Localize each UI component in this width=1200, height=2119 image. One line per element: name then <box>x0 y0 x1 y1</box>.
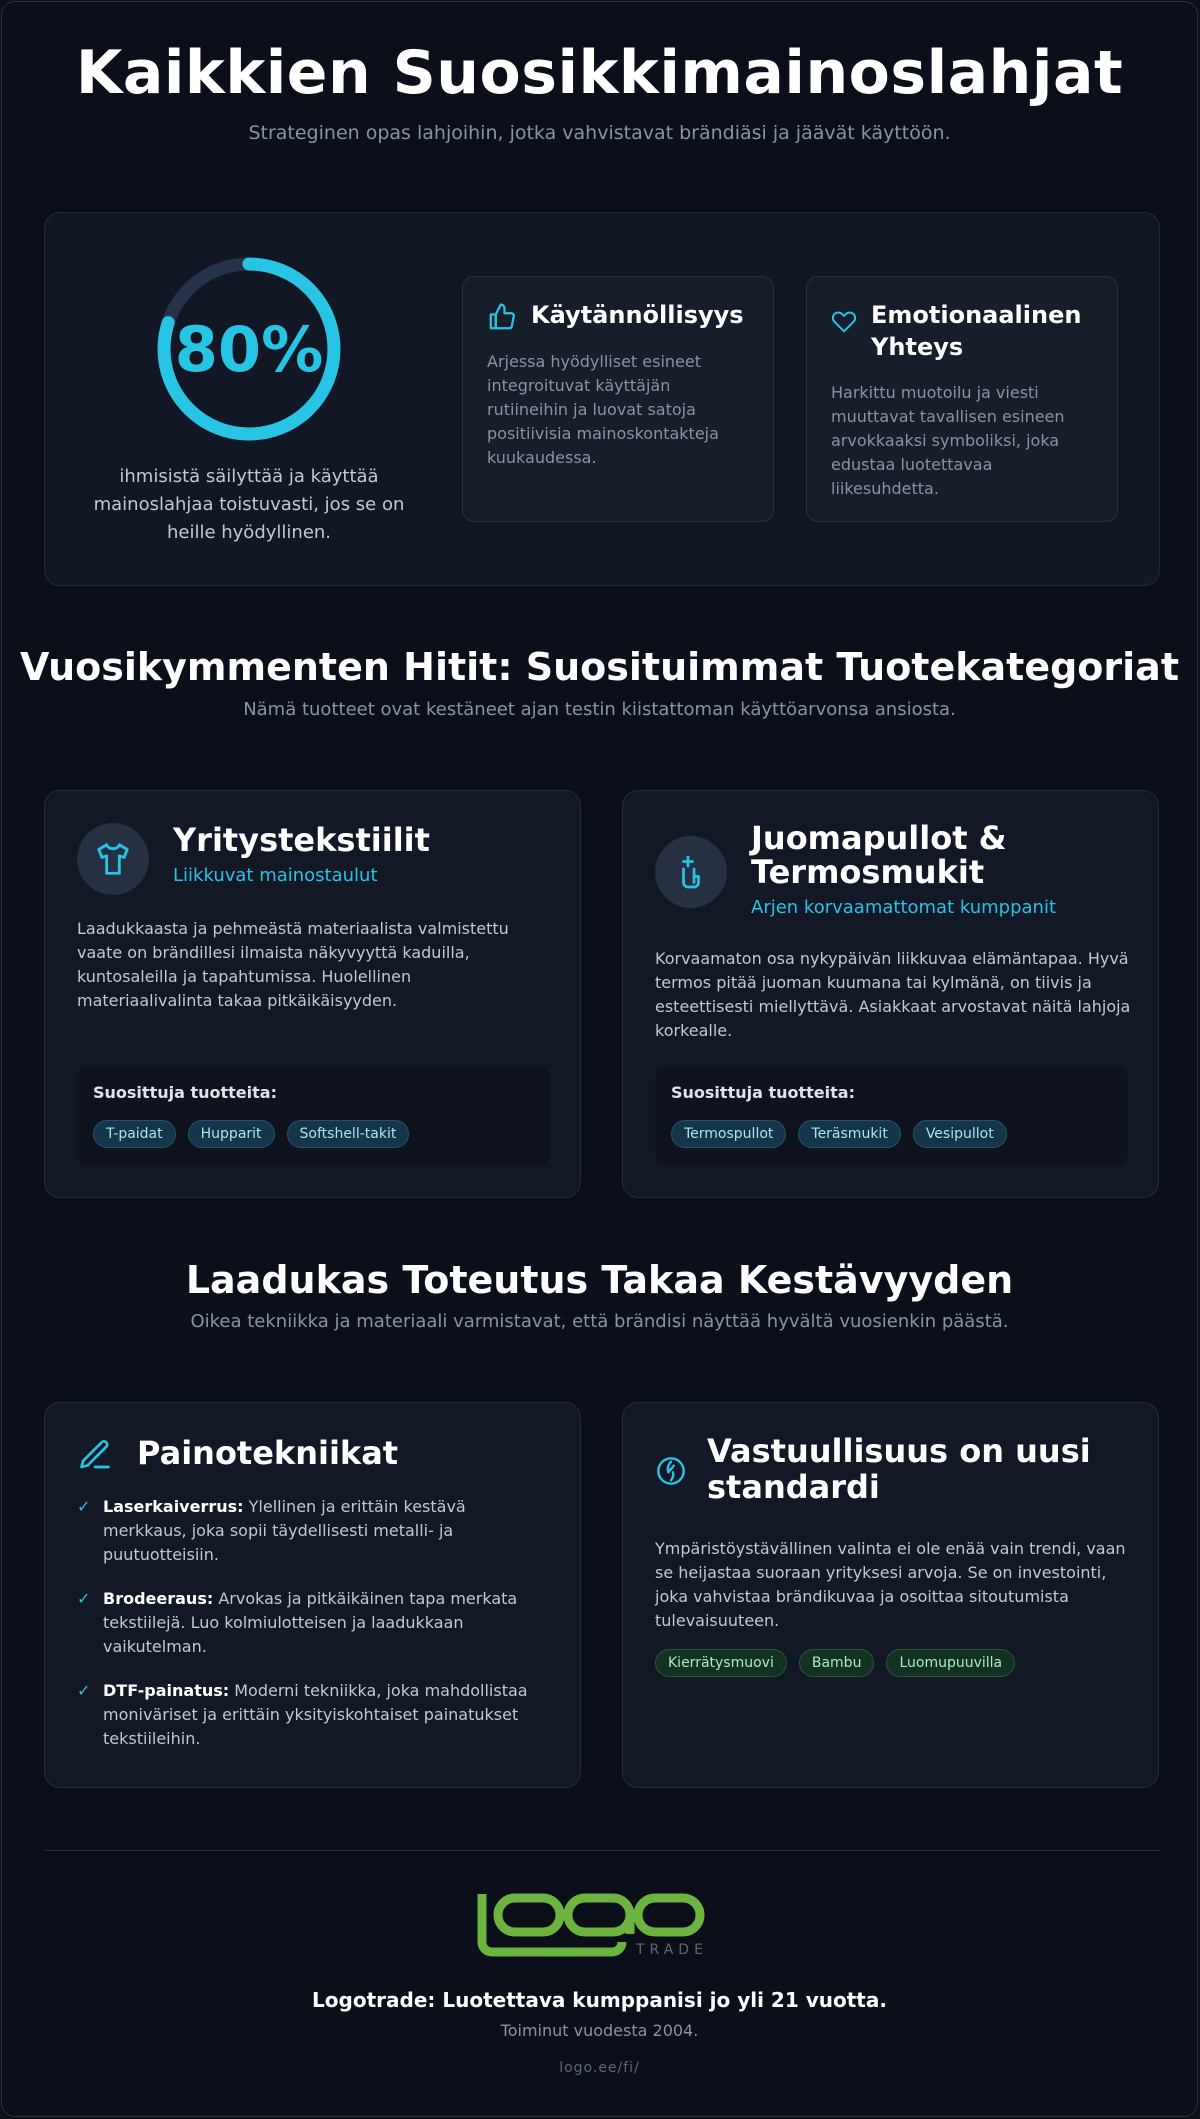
category-title: Juomapullot & Termosmukit <box>751 819 1007 891</box>
feature-card-practicality <box>462 276 774 522</box>
section-subtitle-categories: Nämä tuotteet ovat kestäneet ajan testin kiistattoman käyttöarvonsa ansiosta. <box>243 699 956 720</box>
feature-body: Harkittu muotoilu ja viesti muuttavat tavallisen esineen arvokkaaksi symboliksi, joka edustaa luotettavaa liikesuhdetta. <box>831 383 1065 498</box>
technique-item <box>77 1587 547 1659</box>
tshirt-icon <box>94 840 132 878</box>
category-card-bottles <box>622 790 1159 1198</box>
products-box <box>655 1067 1128 1165</box>
logo-subtext: TRADE <box>636 1942 708 1958</box>
bottle-icon <box>673 854 709 890</box>
technique-text: Ylellinen ja erittäin kestävä merkkaus, joka sopii täydellisesti metalli- ja puutuotteisiin. <box>103 1497 466 1564</box>
check-icon: ✓ <box>77 1589 91 1608</box>
heart-icon <box>831 308 857 334</box>
thumbs-up-icon <box>487 302 517 332</box>
product-tag: Termospullot <box>671 1120 786 1148</box>
products-label: Suosittuja tuotteita: <box>93 1083 277 1102</box>
section-subtitle-quality: Oikea tekniikka ja materiaali varmistavat, että brändisi näyttää hyvältä vuosienkin päästä. <box>190 1311 1009 1332</box>
category-icon-wrap <box>655 836 727 908</box>
feature-title: Käytännöllisyys <box>531 301 744 329</box>
category-title: Yritystekstiilit <box>173 821 430 859</box>
technique-name: Brodeeraus: <box>103 1589 214 1608</box>
product-tag: Softshell-takit <box>287 1120 410 1148</box>
section-title-categories: Vuosikymmenten Hitit: Suosituimmat Tuotekategoriat <box>20 645 1179 689</box>
sustainability-title: Vastuullisuus on uusi standardi <box>707 1432 1091 1506</box>
techniques-list <box>77 1495 547 1771</box>
product-tag: Teräsmukit <box>798 1120 900 1148</box>
category-card-textiles <box>44 790 581 1198</box>
materials-tags <box>655 1649 1015 1677</box>
technique-text: Moderni tekniikka, joka mahdollistaa moniväriset ja erittäin yksityiskohtaiset painatukset tekstiileihin. <box>103 1681 528 1748</box>
stat-caption: ihmisistä säilyttää ja käyttää mainoslahjaa toistuvasti, jos se on heille hyödyllinen. <box>93 466 405 543</box>
footer-url-link[interactable]: logo.ee/fi/ <box>559 2060 640 2076</box>
footer-divider <box>44 1850 1160 1851</box>
products-label: Suosittuja tuotteita: <box>671 1083 855 1102</box>
stat-panel <box>44 212 1160 586</box>
technique-name: DTF-painatus: <box>103 1681 230 1700</box>
page-subtitle: Strateginen opas lahjoihin, jotka vahvistavat brändiäsi ja jäävät käyttöön. <box>248 122 951 144</box>
page-frame <box>1 1 1198 2117</box>
material-tag: Luomupuuvilla <box>886 1649 1015 1677</box>
product-tag: Vesipullot <box>913 1120 1007 1148</box>
product-tag: Hupparit <box>188 1120 275 1148</box>
category-subtitle: Liikkuvat mainostaulut <box>173 865 378 886</box>
category-body: Korvaamaton osa nykypäivän liikkuvaa elämäntapaa. Hyvä termos pitää juoman kuumana tai kylmänä, on tiivis ja esteettisesti miellyttävä. Asiakkaat arvostavat näitä lahjoja korkealle. <box>655 949 1131 1040</box>
check-icon: ✓ <box>77 1681 91 1700</box>
section-title-quality: Laadukas Toteutus Takaa Kestävyyden <box>185 1258 1014 1302</box>
logotrade-logo <box>476 1890 728 1958</box>
material-tag: Kierrätysmuovi <box>655 1649 787 1677</box>
sustainability-card <box>622 1402 1159 1788</box>
feature-title: Emotionaalinen Yhteys <box>871 301 1082 361</box>
products-box <box>77 1067 550 1165</box>
feature-body: Arjessa hyödylliset esineet integroituvat käyttäjän rutiineihin ja luovat satoja positiivisia mainoskontakteja kuukaudessa. <box>487 352 719 467</box>
technique-text: Arvokas ja pitkäikäinen tapa merkata tekstiilejä. Luo kolmiulotteisen ja laadukkaan vaikutelman. <box>103 1589 518 1656</box>
product-tag: T-paidat <box>93 1120 176 1148</box>
techniques-card <box>44 1402 581 1788</box>
footer-since: Toiminut vuodesta 2004. <box>500 2021 699 2040</box>
sustainability-body: Ympäristöystävällinen valinta ei ole enää vain trendi, vaan se heijastaa suoraan yrityksesi arvoja. Se on investointi, joka vahvistaa brändikuvaa ja osoittaa sitoutumista tulevaisuuteen. <box>655 1539 1126 1630</box>
technique-name: Laserkaiverrus: <box>103 1497 244 1516</box>
footer-tagline: Logotrade: Luotettava kumppanisi jo yli 21 vuotta. <box>312 1988 887 2012</box>
technique-item <box>77 1679 547 1751</box>
page-title: Kaikkien Suosikkimainoslahjat <box>75 38 1124 108</box>
leaf-icon <box>655 1455 687 1487</box>
category-subtitle: Arjen korvaamattomat kumppanit <box>751 897 1057 918</box>
pen-icon <box>77 1437 113 1473</box>
category-body: Laadukkaasta ja pehmeästä materiaalista valmistettu vaate on brändillesi ilmaista näkyvyyttä kaduilla, kuntosaleilla ja tapahtumissa. Huolellinen materiaalivalinta takaa pitkäikäisyyden. <box>77 919 509 1010</box>
feature-card-emotional <box>806 276 1118 522</box>
technique-item <box>77 1495 547 1567</box>
category-icon-wrap <box>77 823 149 895</box>
techniques-title: Painotekniikat <box>137 1434 399 1472</box>
stat-value: 80% <box>174 312 324 386</box>
material-tag: Bambu <box>799 1649 875 1677</box>
check-icon: ✓ <box>77 1497 91 1516</box>
